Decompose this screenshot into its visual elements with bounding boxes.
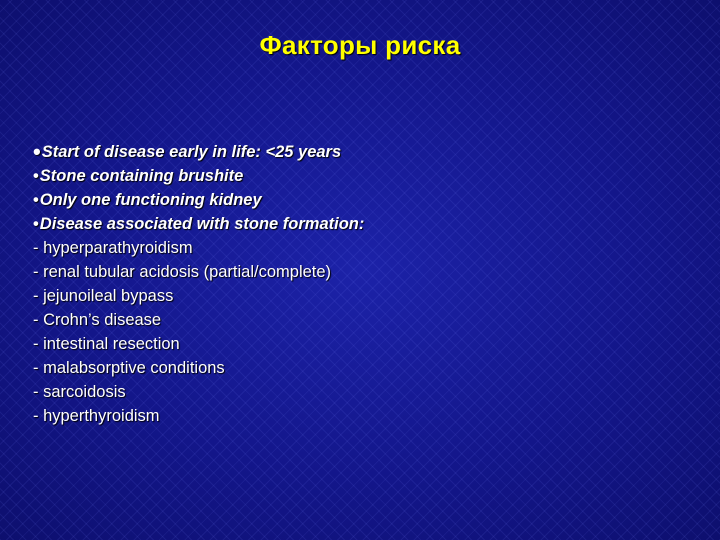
slide-content xyxy=(33,140,703,428)
sub-item-intestinal-resection: - intestinal resection xyxy=(33,335,180,353)
sub-item-sarcoidosis: - sarcoidosis xyxy=(33,383,126,401)
bullet-item xyxy=(33,188,703,212)
slide-title: Факторы риска xyxy=(259,30,461,60)
bullet-dot-icon: • xyxy=(33,167,39,185)
bullet-dot-icon: • xyxy=(33,139,41,164)
bullet-item xyxy=(33,140,703,164)
bullet-item xyxy=(33,212,703,236)
bullet-dot-icon: • xyxy=(33,215,39,233)
bullet-text: Stone containing brushite xyxy=(39,167,244,185)
sub-item-malabsorptive-conditions: - malabsorptive conditions xyxy=(33,359,225,377)
bullet-text: Start of disease early in life: <25 years xyxy=(41,143,342,161)
sub-item-hyperthyroidism: - hyperthyroidism xyxy=(33,407,160,425)
sub-item-crohns-disease: - Crohn’s disease xyxy=(33,311,162,329)
bullet-text: Disease associated with stone formation: xyxy=(39,215,365,233)
sub-item-jejunoileal-bypass: - jejunoileal bypass xyxy=(33,287,174,305)
bullet-text: Only one functioning kidney xyxy=(39,191,262,209)
bullet-dot-icon: • xyxy=(33,191,39,209)
sub-item-hyperparathyroidism: - hyperparathyroidism xyxy=(33,239,193,257)
sub-item-renal-tubular-acidosis: - renal tubular acidosis (partial/complete) xyxy=(33,263,332,281)
bullet-item xyxy=(33,164,703,188)
